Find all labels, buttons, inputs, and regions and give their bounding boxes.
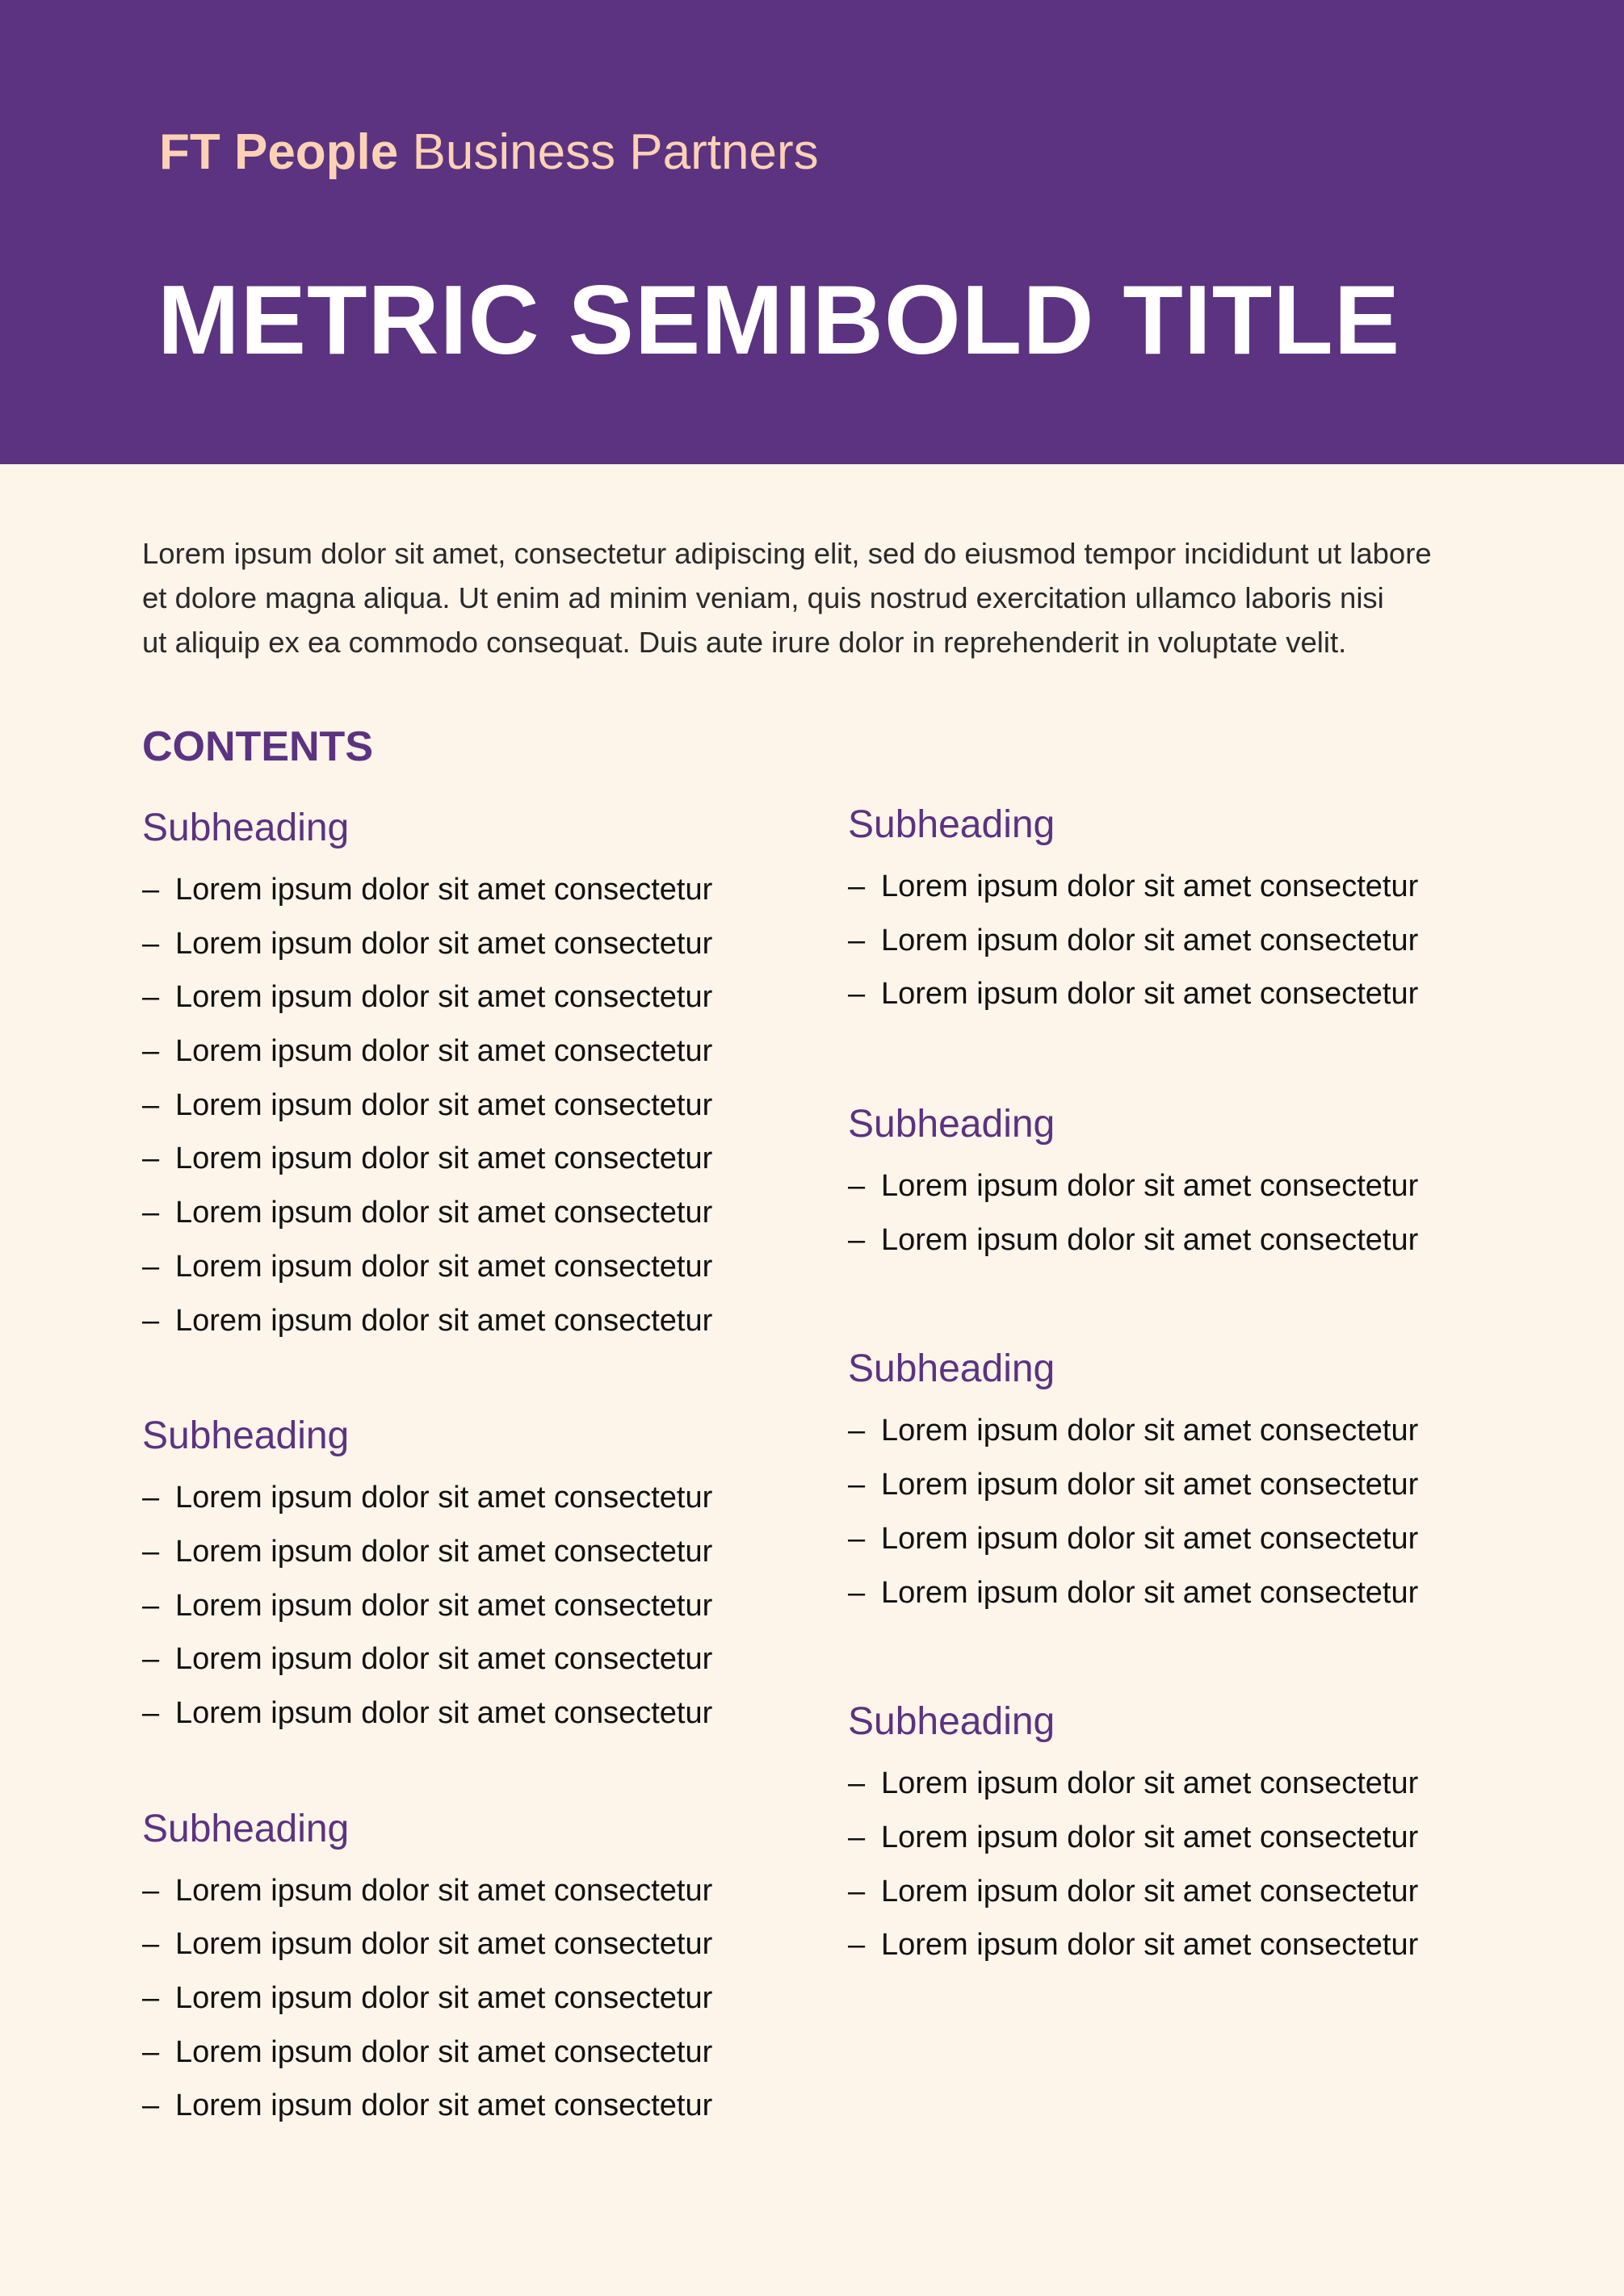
list-item: [142, 970, 820, 1024]
list-item: [142, 1132, 820, 1186]
list-item: [142, 1686, 820, 1741]
dash-bullet: –: [848, 977, 866, 1012]
list-item: [142, 1632, 820, 1686]
dash-bullet: –: [142, 1927, 160, 1962]
list-item-text: Lorem ipsum dolor sit amet consectetur: [175, 873, 713, 907]
brand-name: FT People: [159, 124, 399, 180]
section-subheading: Subheading: [142, 1414, 350, 1458]
section-subheading: Subheading: [848, 1700, 1055, 1744]
list-item: [848, 1865, 1526, 1919]
dash-bullet: –: [848, 923, 866, 957]
list-item-text: Lorem ipsum dolor sit amet consectetur: [175, 1034, 713, 1069]
dash-bullet: –: [848, 1928, 866, 1963]
list-item-text: Lorem ipsum dolor sit amet consectetur: [175, 1981, 713, 2015]
dash-bullet: –: [142, 1303, 160, 1338]
page-title: METRIC SEMIBOLD TITLE: [157, 265, 1401, 375]
list-item: [142, 1240, 820, 1294]
intro-line: et dolore magna aliqua. Ut enim ad minim veniam, quis nostrud exercitation ullamco laboris nisi: [142, 581, 1384, 614]
dash-bullet: –: [142, 1695, 160, 1730]
section-subheading: Subheading: [848, 1347, 1055, 1391]
list-item-text: Lorem ipsum dolor sit amet consectetur: [175, 1087, 713, 1122]
intro-line: ut aliquip ex ea commodo consequat. Duis aute irure dolor in reprehenderit in voluptate velit.: [142, 626, 1347, 659]
list-item-text: Lorem ipsum dolor sit amet consectetur: [881, 1222, 1419, 1257]
dash-bullet: –: [142, 1249, 160, 1284]
list-item-text: Lorem ipsum dolor sit amet consectetur: [881, 1169, 1419, 1204]
list-item-text: Lorem ipsum dolor sit amet consectetur: [175, 1142, 713, 1176]
dash-bullet: –: [848, 1468, 866, 1502]
brand-tagline: Business Partners: [398, 124, 819, 180]
list-item: [848, 914, 1526, 968]
dash-bullet: –: [142, 1196, 160, 1230]
dash-bullet: –: [142, 1981, 160, 2015]
section-item-list: [848, 1404, 1526, 1619]
dash-bullet: –: [142, 2089, 160, 2123]
contents-column-left: [142, 802, 820, 2133]
list-item-text: Lorem ipsum dolor sit amet consectetur: [175, 2089, 713, 2123]
list-item-text: Lorem ipsum dolor sit amet consectetur: [881, 1575, 1419, 1610]
list-item: [848, 1757, 1526, 1811]
section-item-list: [848, 860, 1526, 1021]
list-item-text: Lorem ipsum dolor sit amet consectetur: [175, 980, 713, 1015]
dash-bullet: –: [142, 926, 160, 961]
dash-bullet: –: [848, 1874, 866, 1908]
list-item-text: Lorem ipsum dolor sit amet consectetur: [881, 1820, 1419, 1854]
dash-bullet: –: [142, 980, 160, 1015]
list-item-text: Lorem ipsum dolor sit amet consectetur: [881, 869, 1419, 903]
contents-section: [848, 1695, 1526, 1972]
list-item-text: Lorem ipsum dolor sit amet consectetur: [175, 1588, 713, 1623]
contents-section: [142, 1803, 820, 2133]
contents-column-right: [848, 798, 1526, 1972]
list-item: [848, 1404, 1526, 1458]
list-item: [848, 1811, 1526, 1865]
list-item: [142, 1471, 820, 1525]
dash-bullet: –: [848, 869, 866, 903]
list-item: [142, 1186, 820, 1240]
list-item: [142, 1079, 820, 1133]
dash-bullet: –: [848, 1169, 866, 1204]
dash-bullet: –: [142, 873, 160, 907]
dash-bullet: –: [848, 1575, 866, 1610]
contents-section: [142, 1410, 820, 1740]
contents-section: [848, 1098, 1526, 1267]
dash-bullet: –: [142, 1642, 160, 1677]
list-item-text: Lorem ipsum dolor sit amet consectetur: [175, 1873, 713, 1908]
dash-bullet: –: [848, 1521, 866, 1556]
list-item: [142, 1294, 820, 1348]
dash-bullet: –: [142, 1873, 160, 1908]
dash-bullet: –: [142, 2034, 160, 2069]
list-item: [142, 2026, 820, 2080]
dash-bullet: –: [848, 1414, 866, 1448]
intro-line: Lorem ipsum dolor sit amet, consectetur adipiscing elit, sed do eiusmod tempor incididunt ut labore: [142, 537, 1432, 570]
list-item-text: Lorem ipsum dolor sit amet consectetur: [881, 977, 1419, 1012]
dash-bullet: –: [142, 1087, 160, 1122]
list-item: [142, 1579, 820, 1633]
brand-line: [159, 124, 819, 180]
section-item-list: [142, 863, 820, 1347]
list-item: [848, 1159, 1526, 1213]
list-item-text: Lorem ipsum dolor sit amet consectetur: [881, 1874, 1419, 1908]
contents-section: [848, 1343, 1526, 1619]
dash-bullet: –: [848, 1766, 866, 1801]
list-item-text: Lorem ipsum dolor sit amet consectetur: [175, 1481, 713, 1515]
dash-bullet: –: [848, 1222, 866, 1257]
list-item: [142, 917, 820, 971]
list-item-text: Lorem ipsum dolor sit amet consectetur: [175, 1642, 713, 1677]
section-item-list: [142, 1864, 820, 2133]
list-item-text: Lorem ipsum dolor sit amet consectetur: [175, 1303, 713, 1338]
list-item: [142, 1525, 820, 1579]
section-item-list: [848, 1757, 1526, 1972]
dash-bullet: –: [142, 1481, 160, 1515]
list-item: [142, 2079, 820, 2133]
list-item: [848, 860, 1526, 914]
list-item: [848, 1458, 1526, 1512]
list-item-text: Lorem ipsum dolor sit amet consectetur: [175, 1249, 713, 1284]
list-item-text: Lorem ipsum dolor sit amet consectetur: [175, 1927, 713, 1962]
section-subheading: Subheading: [848, 1103, 1055, 1146]
list-item: [848, 1512, 1526, 1566]
dash-bullet: –: [142, 1588, 160, 1623]
header-banner: [0, 0, 1624, 464]
contents-heading: CONTENTS: [142, 723, 373, 770]
contents-section: [848, 798, 1526, 1021]
list-item: [848, 1566, 1526, 1620]
list-item-text: Lorem ipsum dolor sit amet consectetur: [881, 1468, 1419, 1502]
section-subheading: Subheading: [142, 1807, 350, 1850]
list-item: [142, 1864, 820, 1918]
list-item: [848, 967, 1526, 1021]
list-item: [142, 1971, 820, 2026]
contents-section: [142, 802, 820, 1347]
list-item-text: Lorem ipsum dolor sit amet consectetur: [881, 1928, 1419, 1963]
list-item: [848, 1213, 1526, 1267]
dash-bullet: –: [142, 1534, 160, 1569]
list-item-text: Lorem ipsum dolor sit amet consectetur: [175, 926, 713, 961]
list-item-text: Lorem ipsum dolor sit amet consectetur: [881, 1414, 1419, 1448]
section-item-list: [142, 1471, 820, 1740]
list-item-text: Lorem ipsum dolor sit amet consectetur: [175, 1534, 713, 1569]
dash-bullet: –: [848, 1820, 866, 1854]
list-item-text: Lorem ipsum dolor sit amet consectetur: [881, 1521, 1419, 1556]
list-item: [142, 863, 820, 917]
list-item-text: Lorem ipsum dolor sit amet consectetur: [175, 1196, 713, 1230]
section-subheading: Subheading: [142, 807, 350, 849]
dash-bullet: –: [142, 1034, 160, 1069]
section-subheading: Subheading: [848, 803, 1055, 846]
list-item: [848, 1918, 1526, 1972]
section-item-list: [848, 1159, 1526, 1267]
list-item-text: Lorem ipsum dolor sit amet consectetur: [175, 1695, 713, 1730]
list-item: [142, 1024, 820, 1079]
dash-bullet: –: [142, 1142, 160, 1176]
list-item-text: Lorem ipsum dolor sit amet consectetur: [881, 1766, 1419, 1801]
list-item-text: Lorem ipsum dolor sit amet consectetur: [881, 923, 1419, 957]
intro-paragraph: [142, 531, 1515, 664]
list-item: [142, 1917, 820, 1971]
list-item-text: Lorem ipsum dolor sit amet consectetur: [175, 2034, 713, 2069]
